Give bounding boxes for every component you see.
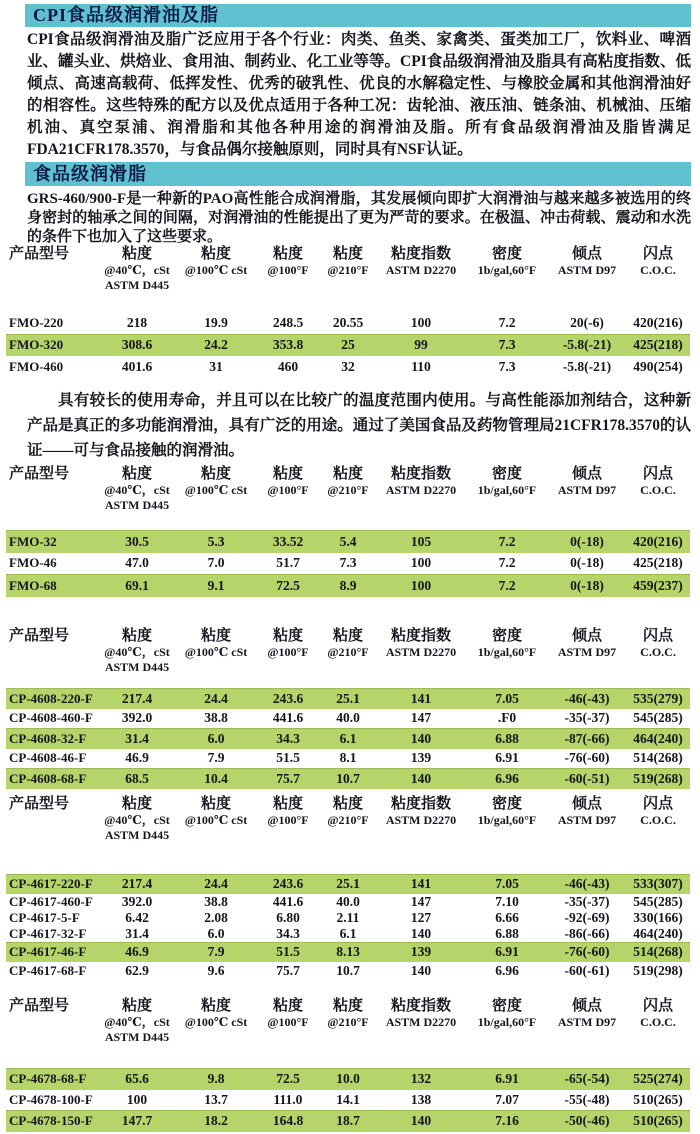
column-header: 粘度 @40℃，cSt ASTM D445 [104,998,170,1044]
value-cell: 7.05 [466,689,548,709]
column-header-product: 产品型号 [9,466,70,482]
value-cell: 100 [376,575,466,597]
column-header: 粘度指数 ASTM D2270 [385,998,457,1029]
intro-paragraph: CPI食品级润滑油及脂广泛应用于各个行业：肉类、鱼类、家禽类、蛋类加工厂，饮料业、啤酒业、罐头业、烘焙业、食用油、制药业、化工业等等。CPI食品级润滑油及脂具有高粘度指数、低倾点、高速高载荷、低挥发性、优秀的破乳性、优良的水解稳定性、与橡胶金属和其他润滑油好的相容性。这些特殊的配方以及优点适用于各种工况：齿轮油、液压油、链条油、机械油、压缩机油、真空泵浦、润滑脂和其他各种用途的润滑油及脂。所有食品级润滑油及脂皆满足FDA21CFR178.3570，与食品偶尔接触原则，同时具有NSF认证。 [27,31,691,158]
value-cell: 164.8 [256,1111,320,1132]
section-header-main [25,4,691,27]
value-cell: -86(-66) [564,925,610,941]
column-header: 粘度 @40℃，cSt ASTM D445 [104,246,170,292]
column-header-product: 产品型号 [9,246,70,262]
column-header: 粘度 @40℃，cSt ASTM D445 [104,628,170,674]
value-cell: 7.2 [498,314,516,330]
value-cell: 7.07 [495,1091,519,1107]
value-cell: 7.3 [466,334,548,356]
value-cell: 33.52 [256,531,320,553]
value-cell: 34.3 [256,729,320,749]
value-cell: -5.8(-21) [562,359,612,374]
value-cell: -76(-60) [564,750,610,766]
value-cell: 75.7 [256,769,320,789]
table-header-row [6,628,690,675]
value-cell: 38.8 [204,893,228,909]
column-header: 密度 1b/gal,60°F [477,246,537,277]
column-header: 粘度 @210°F [327,998,369,1029]
value-cell: -50(-46) [548,1111,626,1132]
table-row [6,910,690,926]
value-cell: 9.6 [207,963,225,978]
table-row [6,942,690,962]
value-cell: 420(216) [633,314,683,330]
column-header: 粘度 @100℃ cSt [184,246,248,277]
value-cell: 100 [126,1091,148,1107]
grease-paragraph: GRS-460/900-F是一种新的PAO高性能合成润滑脂，其发展倾向即扩大润滑油与越来越多被选用的终身密封的轴承之间的间隔，对润滑油的性能提出了更为严苛的要求。在极温、冲击荷载、震动和水洗的条件下也加入了这些要求。 [27,191,691,245]
table-row [6,312,690,334]
table-row [6,962,690,980]
value-cell: 140 [376,1111,466,1132]
section-title-main: CPI食品级润滑油及脂 [33,5,219,25]
value-cell: 0(-18) [570,555,604,571]
column-header: 粘度指数 ASTM D2270 [385,796,457,827]
table-header [6,628,690,675]
value-cell: 420(216) [626,531,690,553]
value-cell: 127 [410,909,432,925]
value-cell: 533(307) [626,875,690,894]
table-header-row [6,466,690,513]
value-cell: 218 [126,314,148,330]
value-cell: 0(-18) [548,575,626,597]
value-cell: 14.1 [336,1091,360,1107]
value-cell: 100 [410,314,432,330]
column-header: 粘度 @100℃ cSt [184,466,248,497]
product-model-cell: CP-4678-68-F [6,1069,98,1090]
value-cell: 141 [376,875,466,894]
value-cell: -76(-60) [548,942,626,962]
column-header: 粘度 @210°F [327,796,369,827]
column-header: 密度 1b/gal,60°F [477,998,537,1029]
product-model-cell: FMO-32 [6,531,98,553]
table-row [6,709,690,729]
table-row [6,729,690,749]
table-cp-4608 [6,628,690,789]
table-body [6,312,690,378]
value-cell: 105 [376,531,466,553]
value-cell: 69.1 [98,575,176,597]
value-cell: 31.4 [125,925,149,941]
value-cell: 392.0 [121,710,153,726]
product-model-cell: CP-4608-32-F [6,729,98,749]
value-cell: 51.5 [276,750,300,766]
table-row [6,875,690,894]
value-cell: 6.91 [466,942,548,962]
value-cell: 140 [376,729,466,749]
table-row [6,575,690,597]
column-header: 倾点 ASTM D97 [557,466,617,497]
value-cell: 6.88 [466,729,548,749]
value-cell: 6.88 [495,925,519,941]
value-cell: 7.10 [495,893,519,909]
value-cell: 51.7 [276,555,300,571]
value-cell: 7.2 [498,555,516,571]
column-header: 粘度 @100°F [267,628,309,659]
table-row [6,749,690,769]
column-header: 粘度 @210°F [327,466,369,497]
value-cell: 5.4 [320,531,376,553]
product-model-cell: FMO-46 [9,555,57,571]
product-model-cell: CP-4617-220-F [6,875,98,894]
value-cell: -46(-43) [548,689,626,709]
product-model-cell: CP-4617-460-F [9,893,93,909]
value-cell: 51.5 [256,942,320,962]
value-cell: 353.8 [256,334,320,356]
product-model-cell: CP-4608-68-F [6,769,98,789]
value-cell: 10.7 [320,769,376,789]
value-cell: 139 [410,750,432,766]
table-header-row [6,246,690,293]
column-header: 粘度 @100℃ cSt [184,998,248,1029]
value-cell: 7.2 [466,531,548,553]
value-cell: 31.4 [98,729,176,749]
value-cell: 8.1 [339,750,357,766]
value-cell: 2.11 [336,909,360,925]
table-header [6,246,690,293]
product-model-cell: CP-4617-5-F [9,909,80,925]
value-cell: 139 [376,942,466,962]
value-cell: 525(274) [626,1069,690,1090]
value-cell: 460 [277,359,299,374]
value-cell: 140 [410,963,432,978]
product-model-cell: CP-4678-150-F [6,1111,98,1132]
column-header: 闪点 C.O.C. [640,796,676,827]
value-cell: 0(-18) [548,531,626,553]
value-cell: 65.6 [98,1069,176,1090]
table-fmo-light [6,466,690,597]
value-cell: -35(-37) [564,893,610,909]
value-cell: 217.4 [98,689,176,709]
value-cell: -60(-51) [548,769,626,789]
value-cell: 459(237) [626,575,690,597]
value-cell: 490(254) [633,359,683,374]
value-cell: 13.7 [204,1091,228,1107]
table-row [6,553,690,575]
value-cell: 392.0 [121,893,153,909]
value-cell: 68.5 [98,769,176,789]
column-header: 闪点 C.O.C. [640,466,676,497]
table-body [6,530,690,597]
product-model-cell: CP-4617-68-F [9,963,87,978]
value-cell: 519(298) [633,963,683,978]
value-cell: 140 [410,925,432,941]
value-cell: -92(-69) [564,909,610,925]
section-header-grease [25,162,691,186]
value-cell: 441.6 [272,893,304,909]
value-cell: 147 [410,893,432,909]
value-cell: 6.66 [495,909,519,925]
section-title-grease: 食品级润滑脂 [33,164,147,184]
table-row [6,1090,690,1111]
value-cell: 20(-6) [570,314,604,330]
column-header: 倾点 ASTM D97 [557,628,617,659]
table-row [6,334,690,356]
column-header: 闪点 C.O.C. [640,628,676,659]
column-header: 粘度指数 ASTM D2270 [385,246,457,277]
value-cell: -5.8(-21) [548,334,626,356]
value-cell: 25 [320,334,376,356]
value-cell: 6.91 [466,1069,548,1090]
column-header: 密度 1b/gal,60°F [477,628,537,659]
product-model-cell: CP-4617-32-F [9,925,87,941]
value-cell: 519(268) [626,769,690,789]
product-model-cell: FMO-320 [6,334,98,356]
value-cell: 111.0 [273,1091,303,1107]
value-cell: 464(240) [633,925,683,941]
table-header [6,998,690,1045]
value-cell: 248.5 [272,314,304,330]
value-cell: 141 [376,689,466,709]
table-row [6,926,690,943]
table-row [6,689,690,709]
product-model-cell: FMO-68 [6,575,98,597]
value-cell: 140 [376,769,466,789]
column-header: 闪点 C.O.C. [640,246,676,277]
value-cell: -46(-43) [548,875,626,894]
value-cell: 62.9 [125,963,149,978]
value-cell: 34.3 [276,925,300,941]
table-row [6,1111,690,1132]
value-cell: 147.7 [98,1111,176,1132]
value-cell: 6.0 [207,925,225,941]
table-header-row [6,998,690,1045]
column-header: 粘度指数 ASTM D2270 [385,628,457,659]
value-cell: 6.42 [125,909,149,925]
table-row [6,1069,690,1090]
table-row [6,769,690,789]
value-cell: 9.1 [176,575,256,597]
column-header: 密度 1b/gal,60°F [477,796,537,827]
value-cell: 72.5 [256,1069,320,1090]
value-cell: 25.1 [320,689,376,709]
product-model-cell: CP-4608-460-F [9,710,93,726]
value-cell: 46.9 [125,750,149,766]
value-cell: 545(285) [633,893,683,909]
value-cell: 6.96 [495,963,519,978]
value-cell: -65(-54) [548,1069,626,1090]
value-cell: 24.2 [176,334,256,356]
value-cell: 10.4 [176,769,256,789]
column-header: 倾点 ASTM D97 [557,246,617,277]
column-header: 粘度 @210°F [327,628,369,659]
table-row [6,531,690,553]
value-cell: 330(166) [633,909,683,925]
value-cell: 46.9 [98,942,176,962]
column-header: 密度 1b/gal,60°F [477,466,537,497]
product-model-cell: FMO-460 [9,359,64,374]
value-cell: 30.5 [98,531,176,553]
value-cell: 6.1 [339,925,357,941]
table-body [6,874,690,980]
value-cell: 32 [341,359,355,374]
table-body [6,688,690,789]
value-cell: 308.6 [98,334,176,356]
value-cell: -35(-37) [564,710,610,726]
value-cell: -60(-61) [564,963,610,978]
table-header-row [6,796,690,843]
value-cell: 401.6 [121,359,153,374]
value-cell: 7.0 [207,555,225,571]
table-body [6,1068,690,1132]
value-cell: 9.8 [176,1069,256,1090]
value-cell: 510(265) [626,1111,690,1132]
value-cell: 514(268) [633,750,683,766]
value-cell: 7.05 [466,875,548,894]
column-header: 倾点 ASTM D97 [557,796,617,827]
column-header: 粘度指数 ASTM D2270 [385,466,457,497]
value-cell: 38.8 [204,710,228,726]
value-cell: 24.4 [176,875,256,894]
column-header: 粘度 @100°F [267,998,309,1029]
table-cp-4617 [6,796,690,980]
value-cell: 18.2 [176,1111,256,1132]
value-cell: .F0 [497,710,517,726]
value-cell: 535(279) [626,689,690,709]
column-header: 粘度 @100℃ cSt [184,796,248,827]
value-cell: 6.91 [495,750,519,766]
value-cell: 19.9 [204,314,228,330]
value-cell: 464(240) [626,729,690,749]
value-cell: 99 [376,334,466,356]
value-cell: 20.55 [332,314,364,330]
value-cell: 7.9 [176,942,256,962]
column-header-product: 产品型号 [9,998,70,1014]
value-cell: -55(-48) [564,1091,610,1107]
column-header: 粘度 @100℃ cSt [184,628,248,659]
value-cell: 2.08 [204,909,228,925]
value-cell: 510(265) [633,1091,683,1107]
table-header [6,466,690,513]
value-cell: 5.3 [176,531,256,553]
value-cell: 8.9 [320,575,376,597]
product-model-cell: CP-4617-46-F [6,942,98,962]
value-cell: 545(285) [633,710,683,726]
value-cell: 7.3 [498,359,516,374]
value-cell: 24.4 [176,689,256,709]
value-cell: 6.80 [276,909,300,925]
product-model-cell: FMO-220 [9,314,64,330]
table-fmo-heavy [6,246,690,378]
value-cell: 132 [376,1069,466,1090]
column-header: 倾点 ASTM D97 [557,998,617,1029]
value-cell: 40.0 [336,710,360,726]
value-cell: 147 [410,710,432,726]
value-cell: 7.16 [466,1111,548,1132]
value-cell: 243.6 [256,689,320,709]
value-cell: 217.4 [98,875,176,894]
value-cell: 10.0 [320,1069,376,1090]
value-cell: 7.3 [339,555,357,571]
value-cell: 425(218) [626,334,690,356]
table-row [6,894,690,910]
value-cell: 514(268) [626,942,690,962]
value-cell: 47.0 [125,555,149,571]
product-model-cell: CP-4678-100-F [9,1091,93,1107]
value-cell: 6.1 [320,729,376,749]
value-cell: 25.1 [320,875,376,894]
mid-paragraph: 具有较长的使用寿命，并且可以在比较广的温度范围内使用。与高性能添加剂结合，这种新产品是真正的多功能润滑油，具有广泛的用途。通过了美国食品及药物管理局21CFR178.3570的认证——可与食品接触的润滑油。 [27,392,691,459]
value-cell: 110 [411,359,431,374]
column-header-product: 产品型号 [9,796,70,812]
value-cell: 72.5 [256,575,320,597]
column-header: 粘度 @210°F [327,246,369,277]
value-cell: 243.6 [256,875,320,894]
product-model-cell: CP-4608-220-F [6,689,98,709]
column-header: 粘度 @100°F [267,466,309,497]
column-header: 粘度 @40℃，cSt ASTM D445 [104,466,170,512]
value-cell: 100 [410,555,432,571]
value-cell: 138 [410,1091,432,1107]
value-cell: 8.13 [320,942,376,962]
value-cell: 6.0 [176,729,256,749]
value-cell: 31 [209,359,223,374]
value-cell: -87(-66) [548,729,626,749]
column-header: 粘度 @100°F [267,246,309,277]
value-cell: 6.96 [466,769,548,789]
column-header: 粘度 @100°F [267,796,309,827]
value-cell: 7.2 [466,575,548,597]
value-cell: 7.9 [207,750,225,766]
value-cell: 75.7 [276,963,300,978]
value-cell: 441.6 [272,710,304,726]
value-cell: 18.7 [320,1111,376,1132]
value-cell: 40.0 [336,893,360,909]
table-cp-4678 [6,998,690,1132]
column-header: 闪点 C.O.C. [640,998,676,1029]
table-row [6,356,690,378]
table-header [6,796,690,843]
product-model-cell: CP-4608-46-F [9,750,87,766]
column-header-product: 产品型号 [9,628,70,644]
value-cell: 10.7 [336,963,360,978]
value-cell: 425(218) [633,555,683,571]
column-header: 粘度 @40℃，cSt ASTM D445 [104,796,170,842]
